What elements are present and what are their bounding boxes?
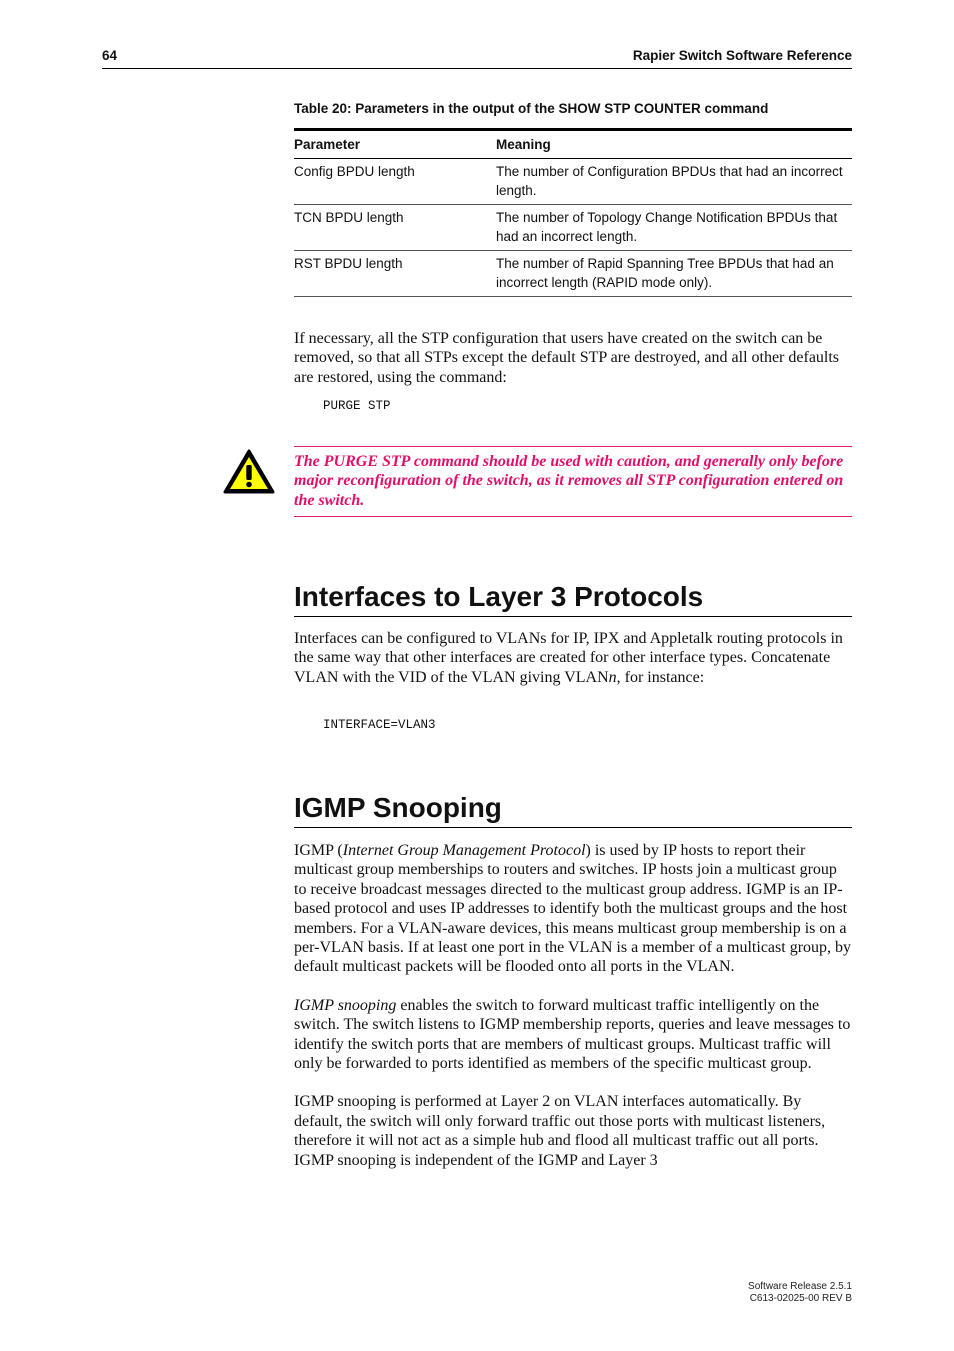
igmp-section (294, 841, 852, 1170)
table-cell-meaning: The number of Configuration BPDUs that had an incorrect length. (496, 159, 852, 205)
purge-command: PURGE STP (323, 399, 391, 413)
section-heading-layer3: Interfaces to Layer 3 Protocols (294, 580, 852, 617)
table-cell-parameter: Config BPDU length (294, 159, 496, 205)
layer3-paragraph (294, 629, 852, 687)
interface-command: INTERFACE=VLAN3 (323, 718, 436, 732)
igmp-p1-after: ) is used by IP hosts to report their multicast group memberships to routers and switches. IP hosts join a multicast group to receive broadcast messages directed to the multicast group address. IGMP is an IP-based protocol and uses IP addresses to identify both the multicast groups and the host members. For a VLAN-aware devices, this means multicast group membership is on a per-VLAN basis. If at least one port in the VLAN is a member of a multicast group, by default multicast packets will be flooded onto all ports in the VLAN. (294, 842, 852, 976)
table-row (294, 251, 852, 297)
table-header-row (294, 130, 852, 159)
layer3-text-after: , for instance: (616, 668, 705, 686)
table-row (294, 205, 852, 251)
column-header-meaning: Meaning (496, 130, 852, 159)
igmp-paragraph-2 (294, 996, 852, 1074)
warning-triangle-icon (223, 449, 275, 495)
caution-note (294, 446, 852, 517)
table-caption: Table 20: Parameters in the output of the SHOW STP COUNTER command (294, 101, 769, 116)
purge-paragraph: If necessary, all the STP configuration that users have created on the switch can be removed, so that all STPs except the default STP are destroyed, and all other defaults are restored, using the command: (294, 330, 840, 386)
igmp-p2-italic: IGMP snooping (294, 996, 397, 1014)
igmp-paragraph-3: IGMP snooping is performed at Layer 2 on VLAN interfaces automatically. By default, the switch will only forward traffic out those ports with multicast listeners, therefore it will not act as a simple hub and flood all multicast traffic out all ports. IGMP snooping is independent of the IGMP and Layer 3 (294, 1093, 826, 1169)
footer-doc-number: C613-02025-00 REV B (749, 1293, 852, 1304)
running-title: Rapier Switch Software Reference (632, 48, 852, 63)
layer3-section (294, 629, 852, 687)
table-cell-parameter: TCN BPDU length (294, 205, 496, 251)
parameters-table (294, 128, 852, 297)
table-cell-meaning: The number of Topology Change Notification BPDUs that had an incorrect length. (496, 205, 852, 251)
page-header (102, 48, 852, 69)
footer-release: Software Release 2.5.1 (748, 1281, 852, 1292)
page-number: 64 (102, 48, 118, 63)
section-heading-igmp: IGMP Snooping (294, 791, 852, 828)
igmp-p1-italic: Internet Group Management Protocol (342, 842, 586, 859)
igmp-p2-after: enables the switch to forward multicast traffic intelligently on the switch. The switch listens to IGMP membership reports, queries and leave messages to identify the switch ports that are members of multicast groups. Multicast traffic will only be forwarded to ports identified as members of the specific multicast group. (294, 996, 851, 1073)
column-header-parameter: Parameter (294, 130, 496, 159)
caution-text: The PURGE STP command should be used with caution, and generally only before major reconfiguration of the switch, as it removes all STP configuration entered on the switch. (294, 453, 844, 509)
page-footer (748, 1281, 852, 1305)
table-cell-parameter: RST BPDU length (294, 251, 496, 297)
layer3-text-italic: n (608, 668, 617, 686)
igmp-paragraph-1 (294, 841, 852, 977)
table-row (294, 159, 852, 205)
purge-section (294, 329, 852, 387)
igmp-p1-before: IGMP ( (294, 842, 343, 859)
layer3-text-before: Interfaces can be configured to VLANs for IP, IPX and Appletalk routing protocols in the same way that other interfaces are created for other interface types. Concatenate VLAN with the VID of the VLAN giving VLAN (294, 630, 843, 686)
table-cell-meaning: The number of Rapid Spanning Tree BPDUs that had an incorrect length (RAPID mode only). (496, 251, 852, 297)
